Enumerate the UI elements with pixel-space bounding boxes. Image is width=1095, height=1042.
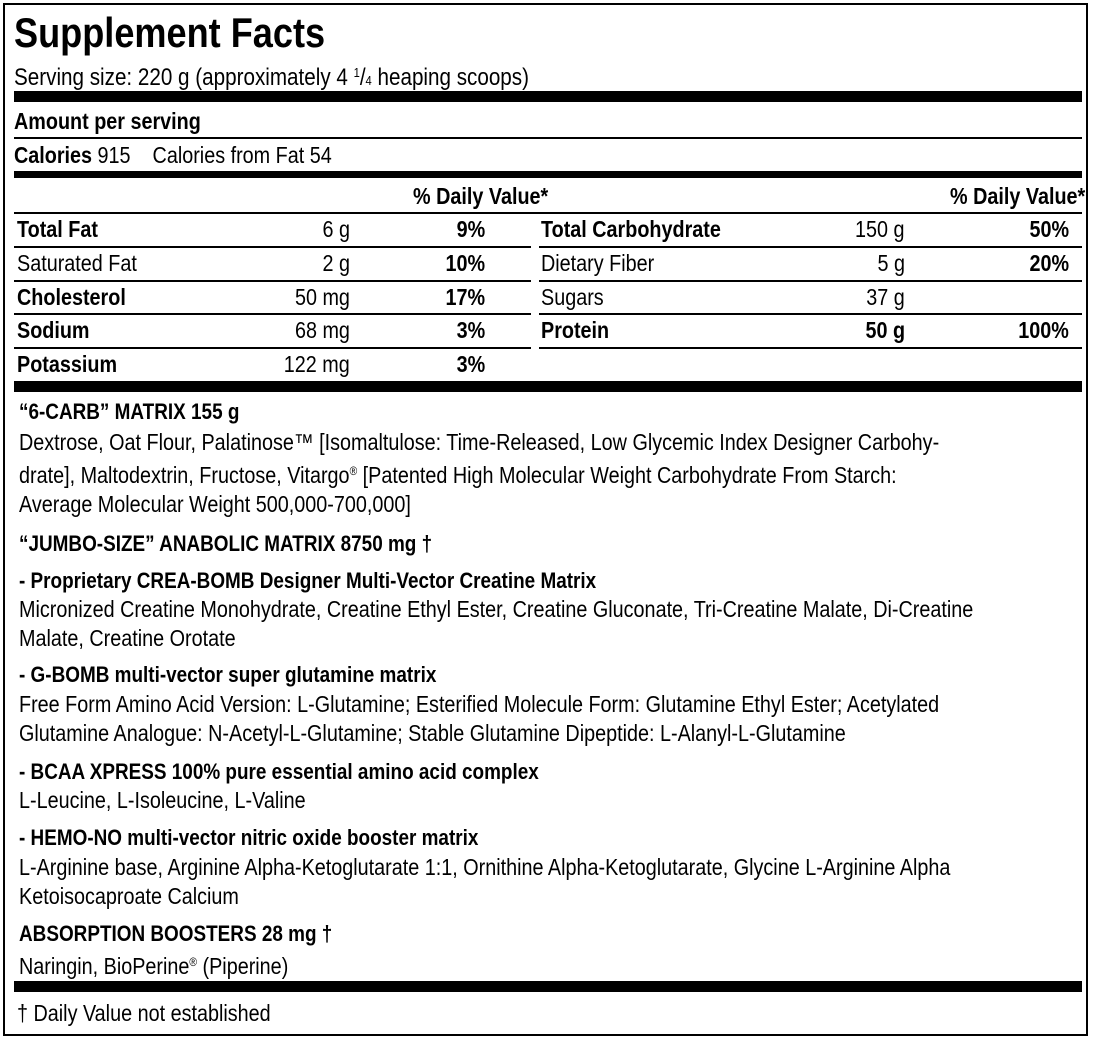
dv-header-left: % Daily Value* xyxy=(412,183,548,209)
panel-title: Supplement Facts xyxy=(14,9,326,56)
row-divider xyxy=(539,347,1082,349)
crea-bomb-text: Micronized Creatine Monohydrate, Creatine Ethyl Ester, Creatine Gluconate, Tri-Creatine Malate, Di-Creatine Malate, Creatine Orotate xyxy=(19,596,974,651)
nutrient-amount: 68 mg xyxy=(295,317,350,343)
bcaa-text: L-Leucine, L-Isoleucine, L-Valine xyxy=(19,787,306,813)
bcaa-heading: - BCAA XPRESS 100% pure essential amino acid complex xyxy=(19,759,539,784)
nutrient-dv: 9% xyxy=(456,216,485,242)
carb-matrix-text: Dextrose, Oat Flour, Palatinose™ [Isomaltulose: Time-Released, Low Glycemic Index Designer Carbohy- drate], Maltodextrin, Fructose, Vitargo® [Patented High Molecular Weight Carbohydrate From Starch: Average Molecular Weight 500,000-700,000] xyxy=(19,429,940,517)
nutrient-amount: 150 g xyxy=(855,216,905,242)
nutrient-dv: 100% xyxy=(1018,317,1069,343)
nutrient-name: Protein xyxy=(541,317,610,343)
hemo-no-text: L-Arginine base, Arginine Alpha-Ketoglutarate 1:1, Ornithine Alpha-Ketoglutarate, Glycine L-Arginine Alpha Ketoisocaproate Calcium xyxy=(19,854,951,909)
carb-matrix-heading: “6-CARB” MATRIX 155 g xyxy=(19,399,240,424)
nutrient-amount: 50 g xyxy=(865,317,905,343)
nutrient-name: Sodium xyxy=(17,317,90,343)
thick-rule xyxy=(14,381,1082,392)
nutrient-amount: 50 mg xyxy=(295,284,350,310)
footnote: † Daily Value not established xyxy=(17,1000,271,1026)
nutrient-dv: 3% xyxy=(456,351,485,377)
anabolic-matrix-heading: “JUMBO-SIZE” ANABOLIC MATRIX 8750 mg † xyxy=(19,531,433,556)
nutrient-dv: 10% xyxy=(445,250,485,276)
nutrient-dv: 50% xyxy=(1029,216,1069,242)
nutrient-dv: 3% xyxy=(456,317,485,343)
nutrient-dv: 17% xyxy=(445,284,485,310)
nutrient-name: Sugars xyxy=(541,284,604,310)
thin-rule xyxy=(14,137,1082,139)
nutrient-amount: 2 g xyxy=(322,250,350,276)
g-bomb-text: Free Form Amino Acid Version: L-Glutamine; Esterified Molecule Form: Glutamine Ethyl Ester; Acetylated Glutamine Analogue: N-Acetyl-L-Glutamine; Stable Glutamine Dipeptide: L-Alanyl-L-Glutamine xyxy=(19,691,940,746)
nutrient-name: Potassium xyxy=(17,351,118,377)
nutrient-amount: 122 mg xyxy=(284,351,350,377)
nutrient-name: Total Fat xyxy=(17,216,98,242)
hemo-no-heading: - HEMO-NO multi-vector nitric oxide booster matrix xyxy=(19,825,479,850)
nutrient-amount: 37 g xyxy=(866,284,905,310)
nutrient-name: Saturated Fat xyxy=(17,250,137,276)
calories-line: Calories 915 Calories from Fat 54 xyxy=(14,142,332,168)
nutrient-name: Dietary Fiber xyxy=(541,250,655,276)
amount-per-serving: Amount per serving xyxy=(14,108,201,134)
g-bomb-heading: - G-BOMB multi-vector super glutamine matrix xyxy=(19,662,437,687)
nutrient-amount: 6 g xyxy=(322,216,350,242)
absorption-text: Naringin, BioPerine® (Piperine) xyxy=(19,953,289,979)
nutrient-dv xyxy=(965,282,1069,312)
thick-rule xyxy=(14,91,1082,102)
nutrient-dv: 20% xyxy=(1029,250,1069,276)
medium-rule xyxy=(14,171,1082,178)
supplement-facts-panel xyxy=(3,3,1088,1036)
absorption-heading: ABSORPTION BOOSTERS 28 mg † xyxy=(19,921,333,946)
thick-rule xyxy=(14,981,1082,992)
dv-header-right: % Daily Value* xyxy=(949,183,1085,209)
crea-bomb-heading: - Proprietary CREA-BOMB Designer Multi-Vector Creatine Matrix xyxy=(19,568,597,593)
nutrient-name: Cholesterol xyxy=(17,284,126,310)
serving-size: Serving size: 220 g (approximately 4 $^1$/4 heaping scoops) xyxy=(14,64,529,91)
nutrient-amount: 5 g xyxy=(877,250,905,276)
nutrient-name: Total Carbohydrate xyxy=(541,216,721,242)
